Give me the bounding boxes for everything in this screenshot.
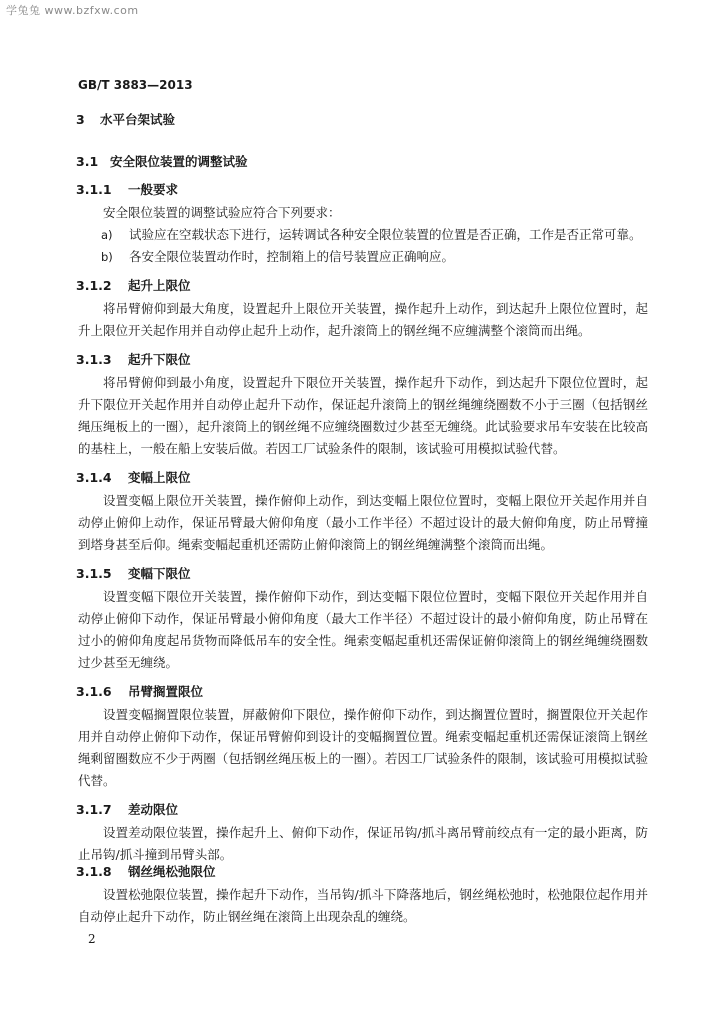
section-title: 起升下限位: [128, 352, 191, 367]
section-3-1-3-heading: [76, 350, 191, 368]
section-title: 一般要求: [128, 182, 179, 197]
list-marker: b): [101, 250, 113, 264]
section-3-1-8-heading: [76, 862, 216, 880]
section-title: 变幅下限位: [128, 566, 191, 581]
section-number: 3.1.2: [76, 278, 112, 293]
section-number: 3: [76, 112, 85, 127]
section-3-1-1-intro: 安全限位装置的调整试验应符合下列要求：: [103, 205, 341, 220]
list-item-a: [101, 224, 642, 246]
section-3-1-5-heading: [76, 564, 191, 582]
section-3-1-heading: [76, 152, 248, 170]
section-3-1-4-text: 设置变幅上限位开关装置，操作俯仰上动作，到达变幅上限位位置时，变幅上限位开关起作用并自动停止俯仰上动作，保证吊臂最大俯仰角度（最小工作半径）不超过设计的最大俯仰角度，防止吊臂撞到塔身甚至后仰。绳索变幅起重机还需防止俯仰滚筒上的钢丝绳缠满整个滚筒而出绳。: [78, 493, 648, 552]
section-3-1-4-heading: [76, 468, 191, 486]
section-3-1-5-text: 设置变幅下限位开关装置，操作俯仰下动作，到达变幅下限位位置时，变幅下限位开关起作用并自动停止俯仰下动作，保证吊臂最小俯仰角度（最大工作半径）不超过设计的最小俯仰角度，防止吊臂在过小的俯仰角度起吊货物而降低吊车的安全性。绳索变幅起重机还需保证俯仰滚筒上的钢丝绳缠绕圈数过少甚至无缠绕。: [78, 589, 648, 670]
section-3-1-8-text: 设置松弛限位装置，操作起升下动作，当吊钩/抓斗下降落地后，钢丝绳松弛时，松弛限位起作用并自动停止起升下动作，防止钢丝绳在滚筒上出现杂乱的缠绕。: [78, 887, 648, 924]
section-3-1-3-text: 将吊臂俯仰到最小角度，设置起升下限位开关装置，操作起升下动作，到达起升下限位位置时，起升下限位开关起作用并自动停止起升下动作，保证起升滚筒上的钢丝绳缠绕圈数不小于三圈（包括钢丝绳压绳板上的一圈），起升滚筒上的钢丝绳不应缠绕圈数过少甚至无缠绕。此试验要求吊车安装在比较高的基柱上，一般在船上安装后做。若因工厂试验条件的限制，该试验可用模拟试验代替。: [78, 375, 648, 456]
list-item-b: [101, 246, 454, 268]
standard-code: GB/T 3883—2013: [78, 78, 193, 92]
page-number: 2: [88, 932, 96, 946]
section-number: 3.1.6: [76, 684, 112, 699]
section-3-1-7-text: 设置差动限位装置，操作起升上、俯仰下动作，保证吊钩/抓斗离吊臂前绞点有一定的最小距离，防止吊钩/抓斗撞到吊臂头部。: [78, 825, 648, 862]
section-number: 3.1.3: [76, 352, 112, 367]
section-3-1-7-heading: [76, 800, 178, 818]
section-title: 起升上限位: [128, 278, 191, 293]
section-3-1-2-heading: [76, 276, 191, 294]
list-text: 各安全限位装置动作时，控制箱上的信号装置应正确响应。: [129, 249, 455, 264]
section-3-1-2-text: 将吊臂俯仰到最大角度，设置起升上限位开关装置，操作起升上动作，到达起升上限位位置时，起升上限位开关起作用并自动停止起升上动作，起升滚筒上的钢丝绳不应缠满整个滚筒而出绳。: [78, 301, 648, 338]
section-number: 3.1.5: [76, 566, 112, 581]
section-3-1-1-heading: [76, 180, 178, 198]
section-title: 钢丝绳松弛限位: [128, 864, 216, 879]
section-title: 变幅上限位: [128, 470, 191, 485]
list-text: 试验应在空载状态下进行，运转调试各种安全限位装置的位置是否正确，工作是否正常可靠。: [129, 227, 642, 242]
section-number: 3.1.4: [76, 470, 112, 485]
section-title: 安全限位装置的调整试验: [110, 154, 248, 169]
section-3-heading: [76, 110, 175, 128]
section-3-1-6-heading: [76, 682, 203, 700]
section-number: 3.1: [76, 154, 99, 169]
section-number: 3.1.1: [76, 182, 112, 197]
section-title: 差动限位: [128, 802, 179, 817]
section-number: 3.1.7: [76, 802, 112, 817]
section-number: 3.1.8: [76, 864, 112, 879]
list-marker: a): [101, 228, 113, 242]
site-watermark: 学兔兔 www.bzfxw.com: [6, 4, 139, 17]
section-3-1-6-text: 设置变幅搁置限位装置，屏蔽俯仰下限位，操作俯仰下动作，到达搁置位置时，搁置限位开关起作用并自动停止俯仰下动作，保证吊臂俯仰到设计的变幅搁置位置。绳索变幅起重机还需保证滚筒上钢丝绳剩留圈数应不少于两圈（包括钢丝绳压板上的一圈）。若因工厂试验条件的限制，该试验可用模拟试验代替。: [78, 707, 648, 788]
section-title: 水平台架试验: [100, 112, 176, 127]
section-title: 吊臂搁置限位: [128, 684, 204, 699]
